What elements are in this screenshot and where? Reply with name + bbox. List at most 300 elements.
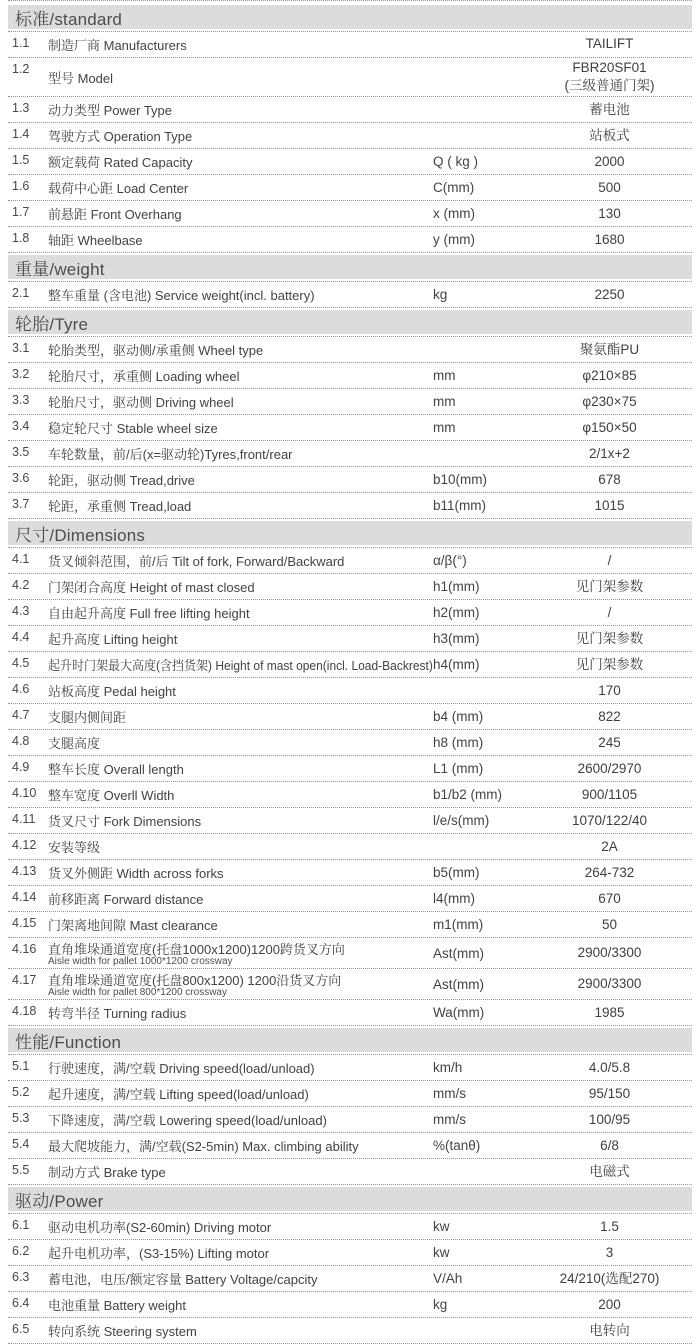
row-label-main: 整车长度 Overall length [48, 762, 184, 778]
section-rows [8, 32, 692, 253]
row-label-main: 安装等级 [48, 840, 101, 856]
spec-row [8, 1159, 692, 1185]
row-value [533, 944, 692, 962]
spec-section [8, 1187, 692, 1344]
row-index: 3.4 [12, 419, 30, 434]
row-index: 3.1 [12, 341, 30, 356]
row-value [533, 1059, 692, 1077]
row-label [48, 152, 433, 171]
row-index: 4.16 [12, 942, 37, 957]
row-label-main: 轮距，驱动侧 Tread,drive [48, 473, 195, 489]
row-value-line1: 2900/3300 [577, 976, 642, 992]
row-value [533, 35, 692, 53]
spec-row [8, 1107, 692, 1133]
row-index: 4.3 [12, 604, 30, 619]
row-value [533, 760, 692, 778]
row-unit: %(tanθ) [433, 1138, 481, 1154]
spec-row [8, 1133, 692, 1159]
row-value-line1: φ210×85 [582, 367, 637, 383]
row-value-line1: 24/210(选配270) [559, 1270, 660, 1286]
spec-row [8, 1000, 692, 1026]
row-value-line1: 1680 [594, 231, 625, 247]
section-header-bar [8, 521, 692, 545]
spec-row [8, 600, 692, 626]
row-value [533, 604, 692, 622]
row-value-line1: / [607, 552, 612, 568]
row-value-line1: 2/1x+2 [589, 445, 630, 461]
row-label-main: 前移距离 Forward distance [48, 892, 204, 908]
spec-row [8, 97, 692, 123]
row-value-line1: 264-732 [584, 864, 635, 880]
row-value-line1: 4.0/5.8 [588, 1059, 631, 1075]
spec-row [8, 678, 692, 704]
row-index: 3.6 [12, 471, 30, 486]
section-header-bar [8, 255, 692, 279]
row-value [533, 127, 692, 145]
row-value [533, 1004, 692, 1022]
section-title: 重量/weight [15, 259, 105, 279]
row-index: 3.3 [12, 393, 30, 408]
row-label [48, 707, 433, 726]
row-unit: h8 (mm) [433, 735, 484, 751]
row-value-line1: 900/1105 [581, 786, 638, 802]
row-unit: mm [433, 368, 456, 384]
row-index: 6.5 [12, 1322, 30, 1337]
row-value-line1: 1985 [594, 1004, 625, 1020]
row-value-line1: 245 [598, 734, 621, 750]
row-unit: h3(mm) [433, 631, 480, 647]
row-index: 6.4 [12, 1296, 30, 1311]
row-label [48, 970, 433, 998]
row-label-main: 额定载荷 Rated Capacity [48, 155, 193, 171]
row-label-sub: Aisle width for pallet 1000*1200 crossway [48, 956, 233, 968]
row-value [533, 1163, 692, 1181]
row-value [533, 916, 692, 934]
row-index: 4.10 [12, 786, 37, 801]
row-label-main: 直角堆垛通道宽度(托盘800x1200) 1200沿货叉方向 [48, 973, 342, 989]
spec-section [8, 310, 692, 519]
row-label-main: 行驶速度，满/空载 Driving speed(load/unload) [48, 1061, 315, 1077]
spec-row [8, 389, 692, 415]
row-index: 6.1 [12, 1218, 30, 1233]
row-value-line2: (三级普通门架) [564, 78, 655, 94]
row-value [533, 419, 692, 437]
row-label [48, 1110, 433, 1129]
row-label-main: 驱动电机功率(S2-60min) Driving motor [48, 1220, 272, 1236]
section-title: 轮胎/Tyre [15, 314, 89, 334]
section-header [8, 1028, 692, 1055]
spec-row [8, 1292, 692, 1318]
row-value-line1: 1.5 [600, 1218, 619, 1234]
row-index: 4.12 [12, 838, 37, 853]
row-label [48, 1217, 433, 1236]
row-value [533, 656, 692, 674]
row-index: 1.8 [12, 231, 30, 246]
spec-row [8, 912, 692, 938]
row-unit: Ast(mm) [433, 945, 484, 961]
row-value-line1: 2250 [594, 286, 625, 302]
row-label-main: 轮胎尺寸，承重侧 Loading wheel [48, 369, 240, 385]
row-label [48, 889, 433, 908]
row-label [48, 1162, 433, 1181]
row-label [48, 1243, 433, 1262]
spec-row [8, 574, 692, 600]
spec-row [8, 886, 692, 912]
row-value-line1: φ230×75 [582, 393, 637, 409]
row-label-main: 下降速度，满/空载 Lowering speed(load/unload) [48, 1113, 327, 1129]
row-index: 3.5 [12, 445, 30, 460]
row-value [533, 630, 692, 648]
row-value [533, 890, 692, 908]
row-index: 1.3 [12, 101, 30, 116]
row-label-main: 载荷中心距 Load Center [48, 181, 189, 197]
spec-row [8, 58, 692, 97]
row-index: 3.2 [12, 367, 30, 382]
row-index: 4.4 [12, 630, 30, 645]
row-unit: kg [433, 1297, 448, 1313]
spec-row [8, 1081, 692, 1107]
row-value-line1: 电磁式 [589, 1163, 630, 1179]
row-unit: Ast(mm) [433, 976, 484, 992]
row-label [48, 577, 433, 596]
row-value [533, 1244, 692, 1262]
row-label [48, 551, 433, 570]
row-index: 5.2 [12, 1085, 30, 1100]
row-unit: Q ( kg ) [433, 154, 479, 170]
row-label-main: 门架离地间隙 Mast clearance [48, 918, 218, 934]
section-rows [8, 1214, 692, 1344]
section-rows [8, 1055, 692, 1185]
row-label [48, 1321, 433, 1340]
row-label-main: 电池重量 Battery weight [48, 1298, 186, 1314]
row-index: 4.1 [12, 552, 30, 567]
row-label-main: 起升速度，满/空载 Lifting speed(load/unload) [48, 1087, 309, 1103]
spec-row [8, 337, 692, 363]
row-label [48, 915, 433, 934]
row-value-line1: 2A [601, 838, 618, 854]
row-index: 4.7 [12, 708, 30, 723]
row-value [533, 1270, 692, 1288]
row-value [533, 497, 692, 515]
row-value [533, 393, 692, 411]
row-value-line1: 170 [598, 682, 621, 698]
spec-section [8, 521, 692, 1026]
row-label [48, 811, 433, 830]
section-header-bar [8, 1187, 692, 1211]
spec-row [8, 1240, 692, 1266]
spec-row [8, 1318, 692, 1344]
row-index: 1.1 [12, 36, 30, 50]
row-unit: V/Ah [433, 1271, 463, 1287]
row-index: 2.1 [12, 286, 30, 301]
row-index: 5.1 [12, 1059, 30, 1074]
row-label [48, 759, 433, 778]
row-unit: mm/s [433, 1112, 466, 1128]
row-value-line1: 95/150 [588, 1085, 631, 1101]
row-value [533, 286, 692, 304]
row-unit: h1(mm) [433, 579, 480, 595]
row-value-line1: 见门架参数 [575, 578, 644, 594]
row-value-line1: / [607, 604, 612, 620]
row-label [48, 629, 433, 648]
spec-row [8, 441, 692, 467]
row-label-main: 动力类型 Power Type [48, 103, 173, 119]
row-index: 1.5 [12, 153, 30, 168]
row-index: 3.7 [12, 497, 30, 512]
row-value [533, 205, 692, 223]
section-header [8, 310, 692, 337]
row-index: 4.9 [12, 760, 30, 775]
row-label-main: 最大爬坡能力，满/空载(S2-5min) Max. climbing ability [48, 1139, 359, 1155]
row-value [533, 1218, 692, 1236]
spec-row [8, 860, 692, 886]
row-label-main: 转弯半径 Turning radius [48, 1006, 187, 1022]
row-index: 5.4 [12, 1137, 30, 1152]
row-label-main: 驾驶方式 Operation Type [48, 129, 193, 145]
spec-row [8, 1214, 692, 1240]
row-value [533, 341, 692, 359]
row-value [533, 1085, 692, 1103]
row-label [48, 392, 433, 411]
row-label-main: 整车重量 (含电池) Service weight(incl. battery) [48, 288, 315, 304]
row-label [48, 68, 433, 87]
row-label [48, 863, 433, 882]
spec-row [8, 123, 692, 149]
row-label [48, 285, 433, 304]
row-value [533, 1322, 692, 1340]
spec-row [8, 730, 692, 756]
section-title: 驱动/Power [15, 1191, 104, 1211]
row-label [48, 178, 433, 197]
row-unit: l4(mm) [433, 891, 475, 907]
row-index: 4.13 [12, 864, 37, 879]
row-index: 4.11 [12, 812, 36, 827]
row-label-main: 轮距，承重侧 Tread,load [48, 499, 192, 515]
row-label-main: 制动方式 Brake type [48, 1165, 166, 1181]
section-rows [8, 337, 692, 519]
row-unit: C(mm) [433, 180, 475, 196]
row-label [48, 681, 433, 700]
row-label-main: 轴距 Wheelbase [48, 233, 143, 249]
section-title: 尺寸/Dimensions [15, 525, 146, 545]
row-value-line1: 聚氨酯PU [579, 341, 640, 357]
row-value-line1: 见门架参数 [575, 630, 644, 646]
row-unit: h2(mm) [433, 605, 480, 621]
row-label-main: 前悬距 Front Overhang [48, 207, 182, 223]
row-label-main: 货叉尺寸 Fork Dimensions [48, 814, 202, 830]
row-value [533, 101, 692, 119]
spec-section [8, 255, 692, 308]
row-unit: h4(mm) [433, 657, 480, 673]
spec-row [8, 467, 692, 493]
row-unit: x (mm) [433, 206, 475, 222]
row-label-sub: Aisle width for pallet 800*1200 crossway [48, 987, 227, 999]
row-label-main: 货叉倾斜范围，前/后 Tilt of fork, Forward/Backward [48, 554, 345, 570]
row-index: 1.7 [12, 205, 30, 220]
row-value [533, 153, 692, 171]
row-label-main: 站板高度 Pedal height [48, 684, 176, 700]
spec-row [8, 938, 692, 969]
row-label [48, 496, 433, 515]
row-label [48, 204, 433, 223]
section-header-bar [8, 310, 692, 334]
row-label [48, 340, 433, 359]
row-value-line1: 2000 [594, 153, 625, 169]
row-label-main: 自由起升高度 Full free lifting height [48, 606, 250, 622]
row-value [533, 578, 692, 596]
row-value-line1: 6/8 [600, 1137, 619, 1153]
row-label-main: 蓄电池，电压/额定容量 Battery Voltage/capcity [48, 1272, 318, 1288]
row-value [533, 231, 692, 249]
section-title: 标准/standard [15, 9, 123, 29]
section-header [8, 1187, 692, 1214]
row-index: 4.15 [12, 916, 37, 931]
spec-row [8, 1266, 692, 1292]
row-unit: kg [433, 287, 448, 303]
row-index: 1.6 [12, 179, 30, 194]
spec-row [8, 201, 692, 227]
row-label [48, 1269, 433, 1288]
row-value [533, 552, 692, 570]
section-header [8, 255, 692, 282]
row-value [533, 734, 692, 752]
spec-sheet [8, 0, 692, 1344]
spec-row [8, 227, 692, 253]
spec-section [8, 1028, 692, 1185]
spec-row [8, 969, 692, 1000]
row-value [533, 864, 692, 882]
row-index: 4.18 [12, 1004, 37, 1019]
row-index: 4.2 [12, 578, 30, 593]
row-label-main: 起升时门架最大高度(含挡货架) Height of mast open(incl. Load-Backrest) [48, 658, 433, 674]
row-unit: b5(mm) [433, 865, 480, 881]
row-label-main: 稳定轮尺寸 Stable wheel size [48, 421, 218, 437]
row-index: 1.4 [12, 127, 30, 142]
row-unit: Wa(mm) [433, 1005, 485, 1021]
row-index: 6.3 [12, 1270, 30, 1285]
row-value-line1: 2600/2970 [577, 760, 642, 776]
row-label [48, 126, 433, 145]
row-value [533, 445, 692, 463]
row-label [48, 1084, 433, 1103]
row-index: 5.3 [12, 1111, 30, 1126]
row-index: 4.5 [12, 656, 30, 671]
spec-row [8, 548, 692, 574]
row-label [48, 100, 433, 119]
spec-row [8, 652, 692, 678]
spec-row [8, 32, 692, 58]
spec-row [8, 493, 692, 519]
row-index: 4.8 [12, 734, 30, 749]
row-label [48, 603, 433, 622]
row-unit: l/e/s(mm) [433, 813, 490, 829]
row-index: 4.6 [12, 682, 30, 697]
row-value-line1: 2900/3300 [577, 945, 642, 961]
spec-row [8, 834, 692, 860]
row-value [533, 838, 692, 856]
row-value [533, 471, 692, 489]
row-label-main: 起升电机功率，(S3-15%) Lifting motor [48, 1246, 270, 1262]
spec-row [8, 756, 692, 782]
row-label [48, 655, 433, 674]
row-value [533, 179, 692, 197]
row-label [48, 35, 433, 54]
row-index: 6.2 [12, 1244, 30, 1259]
row-value [533, 1111, 692, 1129]
row-label [48, 837, 433, 856]
row-value [533, 812, 692, 830]
section-header-bar [8, 5, 692, 29]
row-label-main: 直角堆垛通道宽度(托盘1000x1200)1200跨货叉方向 [48, 942, 345, 958]
row-value [533, 786, 692, 804]
row-unit: km/h [433, 1060, 463, 1076]
spec-row [8, 363, 692, 389]
spec-row [8, 704, 692, 730]
row-value-line1: 见门架参数 [575, 656, 644, 672]
row-value-line1: 电转向 [589, 1322, 630, 1338]
row-unit: mm [433, 394, 456, 410]
row-label-main: 支腿内侧间距 [48, 710, 127, 726]
spec-row [8, 808, 692, 834]
row-label [48, 470, 433, 489]
row-value-line1: φ150×50 [582, 419, 637, 435]
row-value-line1: TAILIFT [585, 36, 634, 52]
row-value-line1: 200 [598, 1296, 621, 1312]
row-unit: L1 (mm) [433, 761, 484, 777]
row-value-line1: 1015 [594, 497, 625, 513]
spec-row [8, 175, 692, 201]
spec-row [8, 149, 692, 175]
spec-row [8, 282, 692, 308]
row-label-main: 转向系统 Steering system [48, 1324, 197, 1340]
row-unit: y (mm) [433, 232, 475, 248]
row-label-main: 整车宽度 Overll Width [48, 788, 175, 804]
row-label [48, 230, 433, 249]
row-unit: mm/s [433, 1086, 466, 1102]
section-header-bar [8, 1028, 692, 1052]
row-value [533, 367, 692, 385]
section-rows [8, 548, 692, 1026]
row-label-main: 型号 Model [48, 70, 114, 86]
row-unit: α/β(°) [433, 553, 467, 569]
spec-row [8, 1055, 692, 1081]
row-unit: kw [433, 1245, 450, 1261]
row-unit: b11(mm) [433, 498, 487, 514]
row-label [48, 939, 433, 967]
row-label-main: 门架闭合高度 Height of mast closed [48, 580, 255, 596]
row-label [48, 785, 433, 804]
row-label [48, 1136, 433, 1155]
row-value [533, 59, 692, 95]
section-rows [8, 282, 692, 308]
row-label-main: 轮胎尺寸，驱动侧 Driving wheel [48, 395, 234, 411]
row-unit: kw [433, 1219, 450, 1235]
row-label [48, 1058, 433, 1077]
row-value-line1: 500 [598, 179, 621, 195]
row-label [48, 733, 433, 752]
row-label [48, 366, 433, 385]
row-index: 4.17 [12, 973, 37, 988]
row-value-line1: 站板式 [589, 127, 630, 143]
row-unit: b4 (mm) [433, 709, 484, 725]
row-value [533, 975, 692, 993]
row-label-main: 支腿高度 [48, 736, 101, 752]
row-value-line1: 670 [598, 890, 621, 906]
row-value-line1: 3 [605, 1244, 614, 1260]
row-unit: m1(mm) [433, 917, 484, 933]
row-value-line1: 130 [598, 205, 621, 221]
spec-row [8, 626, 692, 652]
